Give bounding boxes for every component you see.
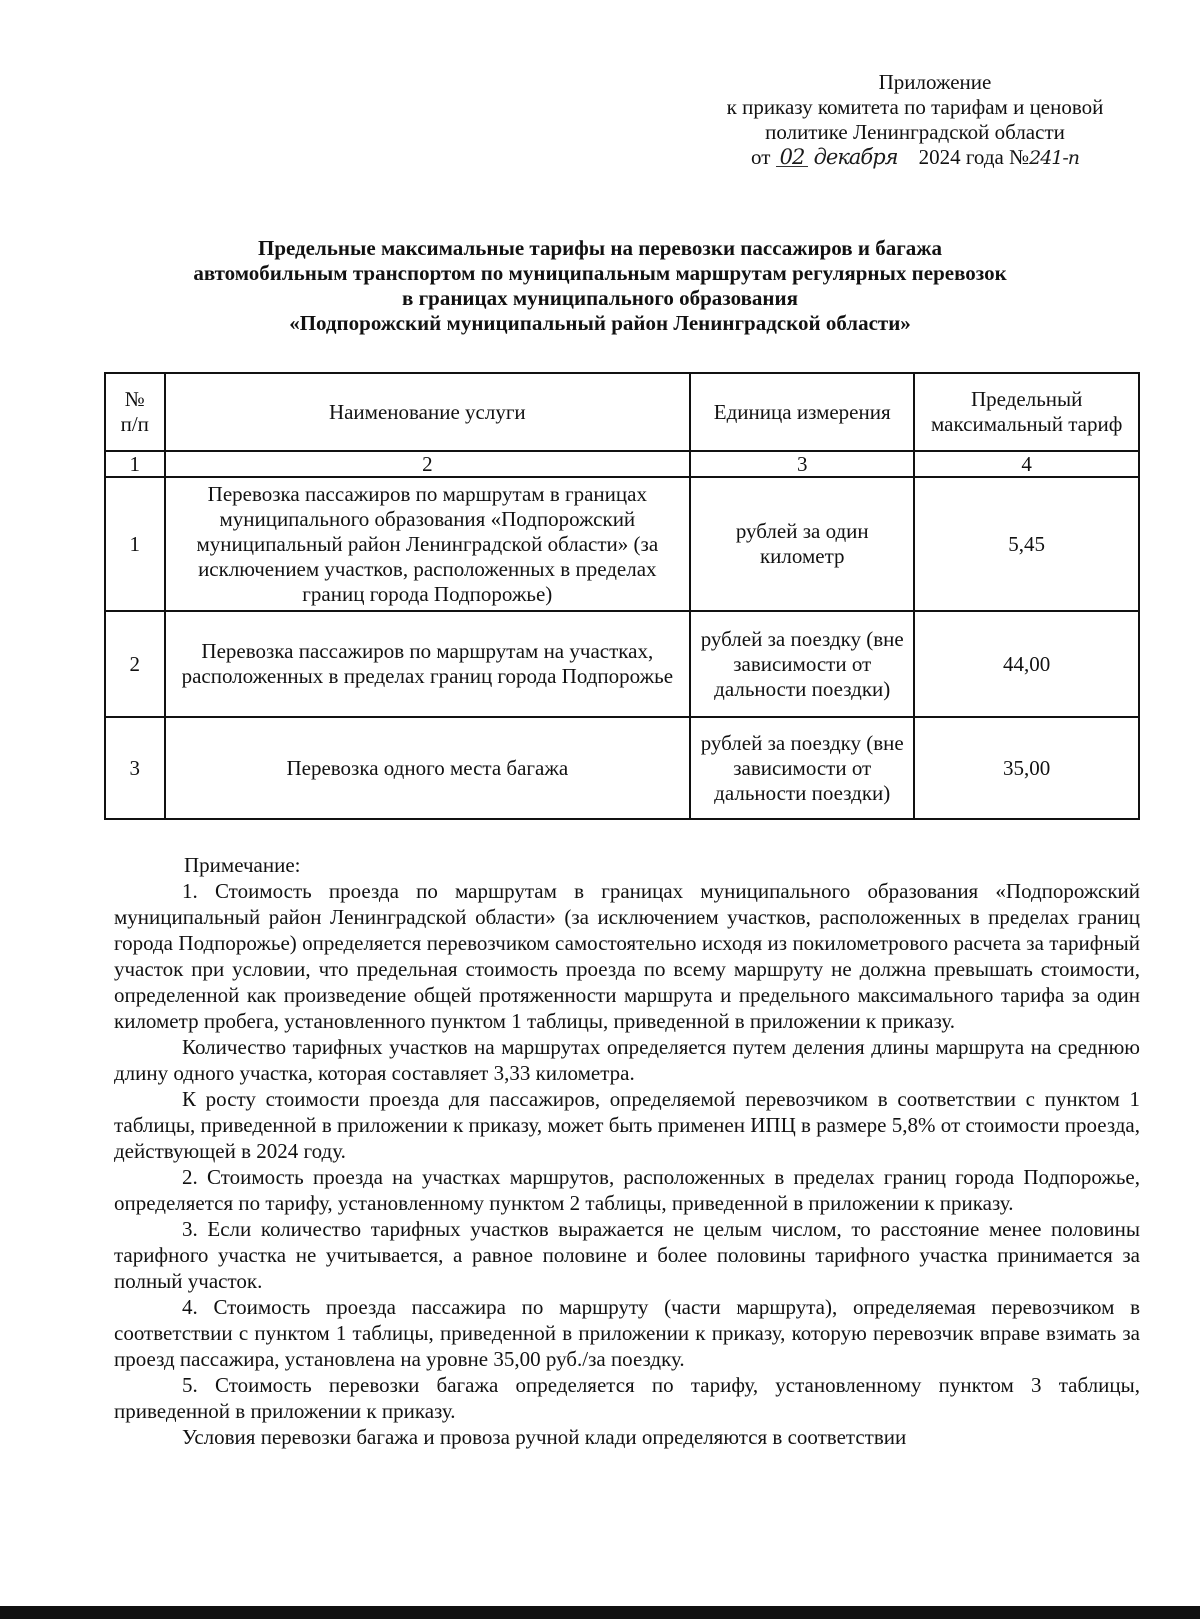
- note-paragraph: 1. Стоимость проезда по маршрутам в границах муниципального образования «Подпорожский муниципальный район Ленинградской области» (за исключением участков, расположенных в пределах границ города Подпорожье) определяется перевозчиком самостоятельно исходя из покилометрового расчета за тарифный участок при условии, что предельная стоимость проезда по всему маршруту не должна превышать стоимости, определенной как произведение общей протяженности маршрута и предельного максимального тарифа за один километр пробега, установленного пунктом 1 таблицы, приведенной в приложении к приказу.: [114, 879, 1140, 1033]
- handwritten-day: 02: [776, 148, 809, 167]
- tariff-table: [104, 372, 1140, 820]
- appendix-line-2: к приказу комитета по тарифам и ценовой: [726, 95, 1104, 119]
- row-service: Перевозка одного места багажа: [165, 717, 691, 819]
- title-line-2: автомобильным транспортом по муниципальным маршрутам регулярных перевозок: [193, 261, 1007, 285]
- header-number-abbr: п/п: [120, 412, 149, 436]
- title-line-1: Предельные максимальные тарифы на перевозки пассажиров и багажа: [258, 236, 942, 260]
- appendix-line-3: политике Ленинградской области: [765, 120, 1065, 144]
- header-service: Наименование услуги: [165, 373, 691, 451]
- header-unit: Единица измерения: [690, 373, 914, 451]
- row-service: Перевозка пассажиров по маршрутам на участках, расположенных в пределах границ города Подпорожье: [165, 611, 691, 717]
- header-number-symbol: №: [124, 387, 145, 411]
- row-unit: рублей за один километр: [690, 477, 914, 611]
- table-header-row: [105, 373, 1139, 451]
- notes-heading: Примечание:: [184, 853, 301, 877]
- column-number: 3: [690, 451, 914, 477]
- row-tariff: 35,00: [914, 717, 1139, 819]
- note-paragraph: 3. Если количество тарифных участков выражается не целым числом, то расстояние менее половины тарифного участка не учитывается, а равное половине и более половины тарифного участка принимается за полный участок.: [114, 1217, 1140, 1293]
- column-number: 4: [914, 451, 1139, 477]
- title-line-3: в границах муниципального образования: [402, 286, 798, 310]
- note-paragraph: 5. Стоимость перевозки багажа определяется по тарифу, установленному пунктом 3 таблицы, приведенной в приложении к приказу.: [114, 1373, 1140, 1423]
- column-number: 2: [165, 451, 691, 477]
- appendix-title: Приложение: [878, 70, 992, 94]
- document-title: [0, 236, 1200, 336]
- table-row: [105, 477, 1139, 611]
- note-paragraph: 4. Стоимость проезда пассажира по маршруту (части маршрута), определяемая перевозчиком в соответствии с пунктом 1 таблицы, приведенной в приложении к приказу, которую перевозчик вправе взимать за проезд пассажира, установлена на уровне 35,00 руб./за поездку.: [114, 1295, 1140, 1371]
- title-line-4: «Подпорожский муниципальный район Ленинградской области»: [289, 311, 911, 335]
- order-date-line: [690, 145, 1140, 171]
- notes-section: [114, 852, 1140, 1450]
- handwritten-month: декабря: [813, 145, 898, 169]
- row-number: 1: [105, 477, 165, 611]
- table-row: [105, 611, 1139, 717]
- row-number: 3: [105, 717, 165, 819]
- column-number: 1: [105, 451, 165, 477]
- column-number-row: [105, 451, 1139, 477]
- scan-edge-bar: [0, 1606, 1200, 1619]
- note-paragraph: Условия перевозки багажа и провоза ручной клади определяются в соответствии: [182, 1425, 907, 1449]
- row-unit: рублей за поездку (вне зависимости от дальности поездки): [690, 611, 914, 717]
- date-prefix: от: [750, 145, 771, 169]
- date-year: 2024 года №: [918, 145, 1030, 169]
- row-tariff: 5,45: [914, 477, 1139, 611]
- note-paragraph: К росту стоимости проезда для пассажиров, определяемой перевозчиком в соответствии с пунктом 1 таблицы, приведенной в приложении к приказу, может быть применен ИПЦ в размере 5,8% от стоимости проезда, действующей в 2024 году.: [114, 1087, 1140, 1163]
- header-number: [105, 373, 165, 451]
- row-number: 2: [105, 611, 165, 717]
- handwritten-order-number: 241-п: [1029, 147, 1080, 169]
- row-service: Перевозка пассажиров по маршрутам в границах муниципального образования «Подпорожский муниципальный район Ленинградской области» (за исключением участков, расположенных в пределах границ города Подпорожье): [165, 477, 691, 611]
- appendix-header: [690, 70, 1140, 171]
- row-tariff: 44,00: [914, 611, 1139, 717]
- note-paragraph: 2. Стоимость проезда на участках маршрутов, расположенных в пределах границ города Подпорожье, определяется по тарифу, установленному пунктом 2 таблицы, приведенной в приложении к приказу.: [114, 1165, 1140, 1215]
- table-row: [105, 717, 1139, 819]
- row-unit: рублей за поездку (вне зависимости от дальности поездки): [690, 717, 914, 819]
- note-paragraph: Количество тарифных участков на маршрутах определяется путем деления длины маршрута на среднюю длину одного участка, которая составляет 3,33 километра.: [114, 1035, 1140, 1085]
- header-tariff: Предельный максимальный тариф: [914, 373, 1139, 451]
